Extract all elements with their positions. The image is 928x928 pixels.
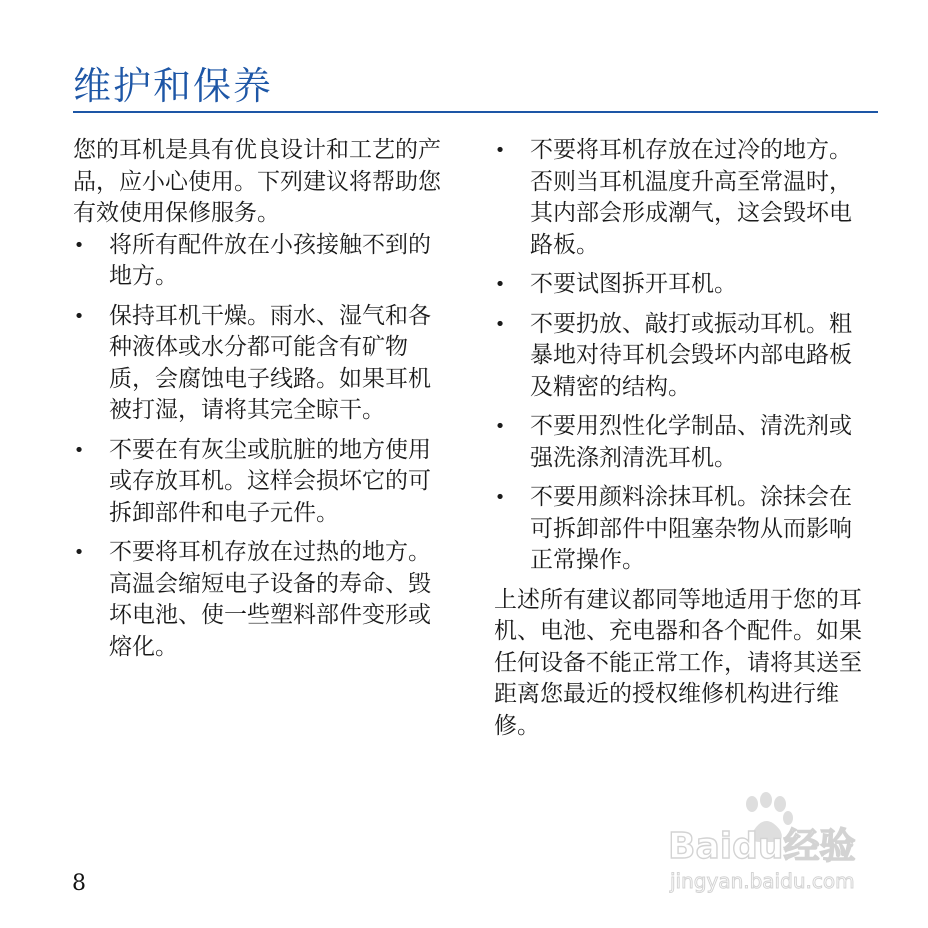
bullet-text: 不要试图拆开耳机。: [530, 271, 737, 297]
intro-paragraph: 您的耳机是具有优良设计和工艺的产品，应小心使用。下列建议将帮助您有效使用保修服务。: [73, 137, 441, 226]
right-column: [494, 135, 866, 742]
bullet-icon: •: [73, 439, 85, 461]
bullet-text: 不要用烈性化学制品、清洗剂或强洗涤剂清洗耳机。: [530, 413, 852, 471]
bullet-item: [494, 411, 866, 474]
bullet-text: 不要将耳机存放在过冷的地方。否则当耳机温度升高至常温时，其内部会形成潮气，这会毁坏电路板。: [530, 137, 852, 258]
bullet-text: 保持耳机干燥。雨水、湿气和各种液体或水分都可能含有矿物质，会腐蚀电子线路。如果耳机被打湿，请将其完全晾干。: [109, 302, 431, 423]
baidu-watermark: [660, 790, 880, 900]
bullet-icon: •: [494, 487, 506, 508]
bullet-text: 将所有配件放在小孩接触不到的地方。: [109, 231, 431, 289]
left-bullet-list: [73, 230, 451, 664]
bullet-icon: •: [73, 305, 85, 327]
bullet-item: [73, 230, 451, 293]
bullet-text: 不要将耳机存放在过热的地方。高温会缩短电子设备的寿命、毁坏电池、使一些塑料部件变形或熔化。: [109, 539, 431, 660]
bullet-icon: •: [494, 313, 506, 335]
page-number: 8: [72, 871, 86, 896]
left-column: [73, 135, 451, 671]
page-title: 维护和保养: [73, 64, 274, 108]
bullet-icon: •: [73, 542, 85, 563]
bullet-text: 不要用颜料涂抹耳机。涂抹会在可拆卸部件中阻塞杂物从而影响正常操作。: [530, 484, 852, 573]
bullet-item: [494, 269, 866, 301]
bullet-icon: •: [494, 274, 506, 295]
bullet-icon: •: [494, 416, 506, 437]
closing-paragraph: 上述所有建议都同等地适用于您的耳机、电池、充电器和各个配件。如果任何设备不能正常工作，请将其送至距离您最近的授权维修机构进行维修。: [494, 586, 862, 739]
watermark-url: jingyan.baidu.com: [670, 869, 855, 893]
bullet-item: [73, 537, 451, 663]
bullet-item: [494, 135, 866, 261]
bullet-icon: •: [494, 140, 506, 161]
title-divider: [73, 111, 878, 113]
bullet-item: [73, 301, 451, 427]
watermark-brand: Baidu经验: [668, 826, 856, 867]
bullet-text: 不要在有灰尘或肮脏的地方使用或存放耳机。这样会损坏它的可拆卸部件和电子元件。: [109, 436, 431, 526]
bullet-icon: •: [73, 234, 85, 256]
bullet-item: [494, 482, 866, 577]
bullet-item: [494, 309, 866, 404]
bullet-text: 不要扔放、敲打或振动耳机。粗暴地对待耳机会毁坏内部电路板及精密的结构。: [530, 310, 852, 400]
right-bullet-list: [494, 135, 866, 577]
bullet-item: [73, 435, 451, 530]
